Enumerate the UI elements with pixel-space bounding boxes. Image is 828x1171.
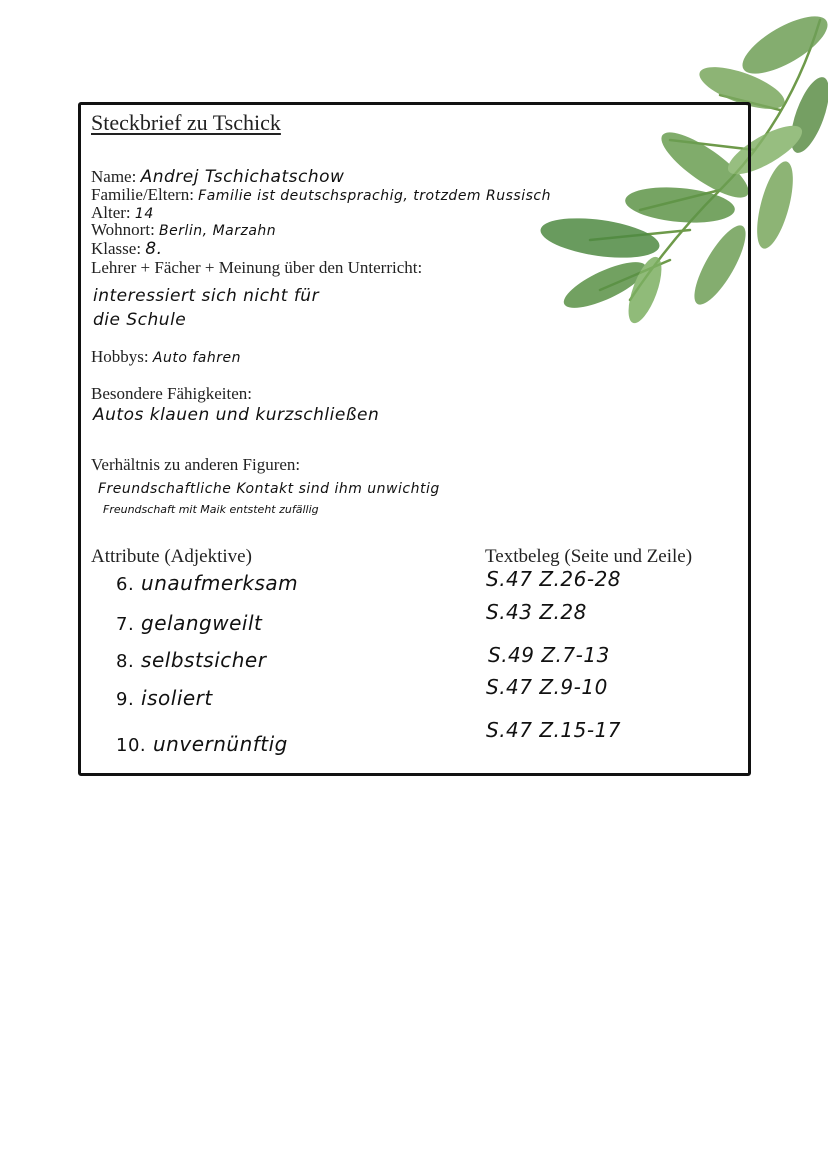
attribute-item <box>116 686 213 710</box>
attribute-number: 6. <box>116 574 135 595</box>
hobbies-value: Auto fahren <box>152 350 241 366</box>
class-row <box>91 239 163 259</box>
evidence-ref: S.47 Z.9-10 <box>486 675 608 699</box>
attribute-item <box>116 611 262 635</box>
residence-label: Wohnort: <box>91 220 155 239</box>
attributes-header: Attribute (Adjektive) <box>91 546 252 567</box>
attribute-number: 9. <box>116 689 135 710</box>
family-row <box>91 185 551 205</box>
evidence-header: Textbeleg (Seite und Zeile) <box>485 546 693 567</box>
relation-label: Verhältnis zu anderen Figuren: <box>91 455 301 474</box>
relation-line-2: Freundschaft mit Maik entsteht zufällig <box>103 503 319 516</box>
evidence-ref: S.43 Z.28 <box>486 600 587 624</box>
class-value: 8. <box>145 239 163 259</box>
teacher-label: Lehrer + Fächer + Meinung über den Unterricht: <box>91 258 423 277</box>
hobbies-label: Hobbys: <box>91 347 149 366</box>
hobbies-row <box>91 347 241 367</box>
attribute-word: selbstsicher <box>141 648 267 672</box>
relation-line-1: Freundschaftliche Kontakt sind ihm unwichtig <box>98 481 440 497</box>
family-value: Familie ist deutschsprachig, trotzdem Russisch <box>198 188 551 204</box>
evidence-ref: S.47 Z.15-17 <box>486 718 622 742</box>
attribute-item <box>116 648 266 672</box>
residence-value: Berlin, Marzahn <box>159 223 277 239</box>
page-title: Steckbrief zu Tschick <box>91 110 281 135</box>
age-label: Alter: <box>91 203 131 222</box>
teacher-line-1: interessiert sich nicht für <box>93 286 320 306</box>
teacher-line-2: die Schule <box>93 310 187 330</box>
attribute-item <box>116 571 298 595</box>
age-value: 14 <box>134 206 154 222</box>
attribute-item <box>116 732 288 756</box>
evidence-ref: S.47 Z.26-28 <box>486 567 622 591</box>
attribute-number: 10. <box>116 735 147 756</box>
attribute-number: 8. <box>116 651 135 672</box>
attribute-word: unaufmerksam <box>141 571 299 595</box>
evidence-ref: S.49 Z.7-13 <box>488 643 610 667</box>
skills-value: Autos klauen und kurzschließen <box>93 405 380 425</box>
class-label: Klasse: <box>91 239 142 258</box>
skills-label: Besondere Fähigkeiten: <box>91 384 252 403</box>
attribute-word: gelangweilt <box>141 611 263 635</box>
attribute-number: 7. <box>116 614 135 635</box>
name-label: Name: <box>91 167 137 186</box>
residence-row <box>91 220 276 240</box>
attribute-word: unvernünftig <box>153 732 288 756</box>
family-label: Familie/Eltern: <box>91 185 194 204</box>
name-value: Andrej Tschichatschow <box>140 167 345 187</box>
attribute-word: isoliert <box>141 686 213 710</box>
name-row <box>91 167 344 187</box>
